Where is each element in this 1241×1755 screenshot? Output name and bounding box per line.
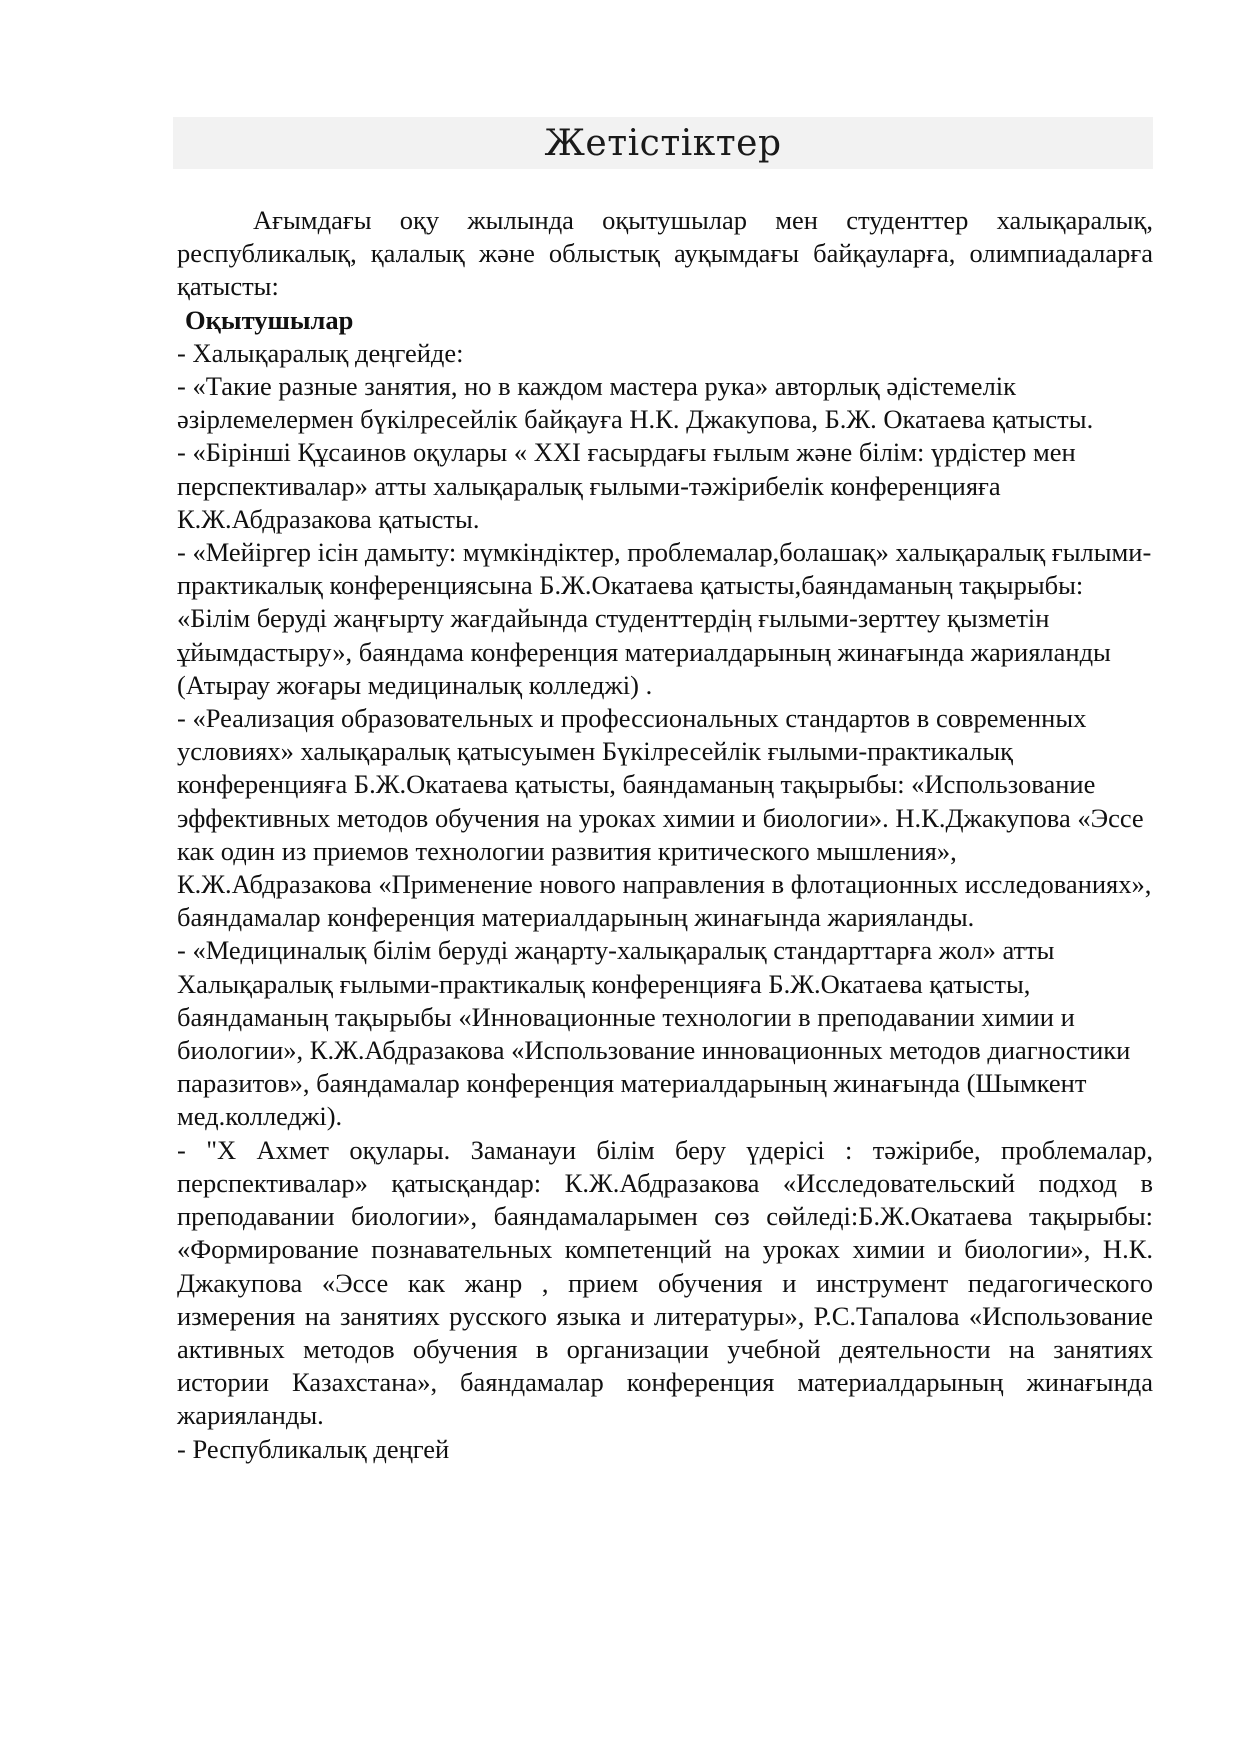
list-item: - «Мейіргер ісін дамыту: мүмкіндіктер, проблемалар,болашақ» халықаралық ғылыми-практикалық конференциясына Б.Ж.Окатаева қатысты,баяндаманың тақырыбы: «Білім беруді жаңғырту жағдайында студенттердің ғылыми-зерттеу қызметін ұйымдастыру», баяндама конференция материалдарының жинағында жарияланды (Атырау жоғары медициналық колледжі) . bbox=[177, 537, 1152, 700]
document-body bbox=[177, 204, 1153, 1466]
list-item: - «Медициналық білім беруді жаңарту-халықаралық стандарттарға жол» атты Халықаралық ғылыми-практикалық конференцияға Б.Ж.Окатаева қатысты, баяндаманың тақырыбы «Инновационные технологии в преподавании химии и биологии», К.Ж.Абдразакова «Использование инновационных методов диагностики паразитов», баяндамалар конференция материалдарының жинағында (Шымкент мед.колледжі). bbox=[177, 935, 1131, 1132]
intro-paragraph: Ағымдағы оқу жылында оқытушылар мен студенттер халықаралық, республикалық, қалалық және облыстық ауқымдағы байқауларға, олимпиадаларға қатысты: bbox=[177, 205, 1153, 302]
level-republican: - Республикалық деңгей bbox=[177, 1433, 450, 1464]
level-international: - Халықаралық деңгейде: bbox=[177, 337, 464, 368]
list-item: - «Реализация образовательных и профессиональных стандартов в современных условиях» халықаралық қатысуымен Бүкілресейлік ғылыми-практикалық конференцияға Б.Ж.Окатаева қатысты, баяндаманың тақырыбы: «Использование эффективных методов обучения на уроках химии и биологии». Н.К.Джакупова «Эссе как один из приемов технологии развития критического мышления», К.Ж.Абдразакова «Применение нового направления в флотационных исследованиях», баяндамалар конференция материалдарының жинағында жарияланды. bbox=[177, 703, 1152, 933]
list-item: - «Такие разные занятия, но в каждом мастера рука» авторлық әдістемелік әзірлемелермен бүкілресейлік байқауға Н.К. Джакупова, Б.Ж. Окатаева қатысты. bbox=[177, 371, 1094, 435]
list-item: - «Бірінші Құсаинов оқулары « XXI ғасырдағы ғылым және білім: үрдістер мен перспективалар» атты халықаралық ғылыми-тәжірибелік конференцияға К.Ж.Абдразакова қатысты. bbox=[177, 437, 1076, 534]
section-heading: Оқытушылар bbox=[185, 304, 354, 335]
list-item: - "Х Ахмет оқулары. Заманауи білім беру үдерісі : тәжірибе, проблемалар, перспективалар» қатысқандар: К.Ж.Абдразакова «Исследовательский подход в преподавании биологии», баяндамаларымен сөз сөйледі:Б.Ж.Окатаева тақырыбы: «Формирование познавательных компетенций на уроках химии и биологии», Н.К. Джакупова «Эссе как жанр , прием обучения и инструмент педагогического измерения на занятиях русского языка и литературы», Р.С.Тапалова «Использование активных методов обучения в организации учебной деятельности на занятиях истории Казахстана», баяндамалар конференция материалдарының жинағында жарияланды. bbox=[177, 1134, 1153, 1431]
page-title: Жетістіктер bbox=[544, 122, 782, 164]
title-banner bbox=[173, 117, 1153, 169]
